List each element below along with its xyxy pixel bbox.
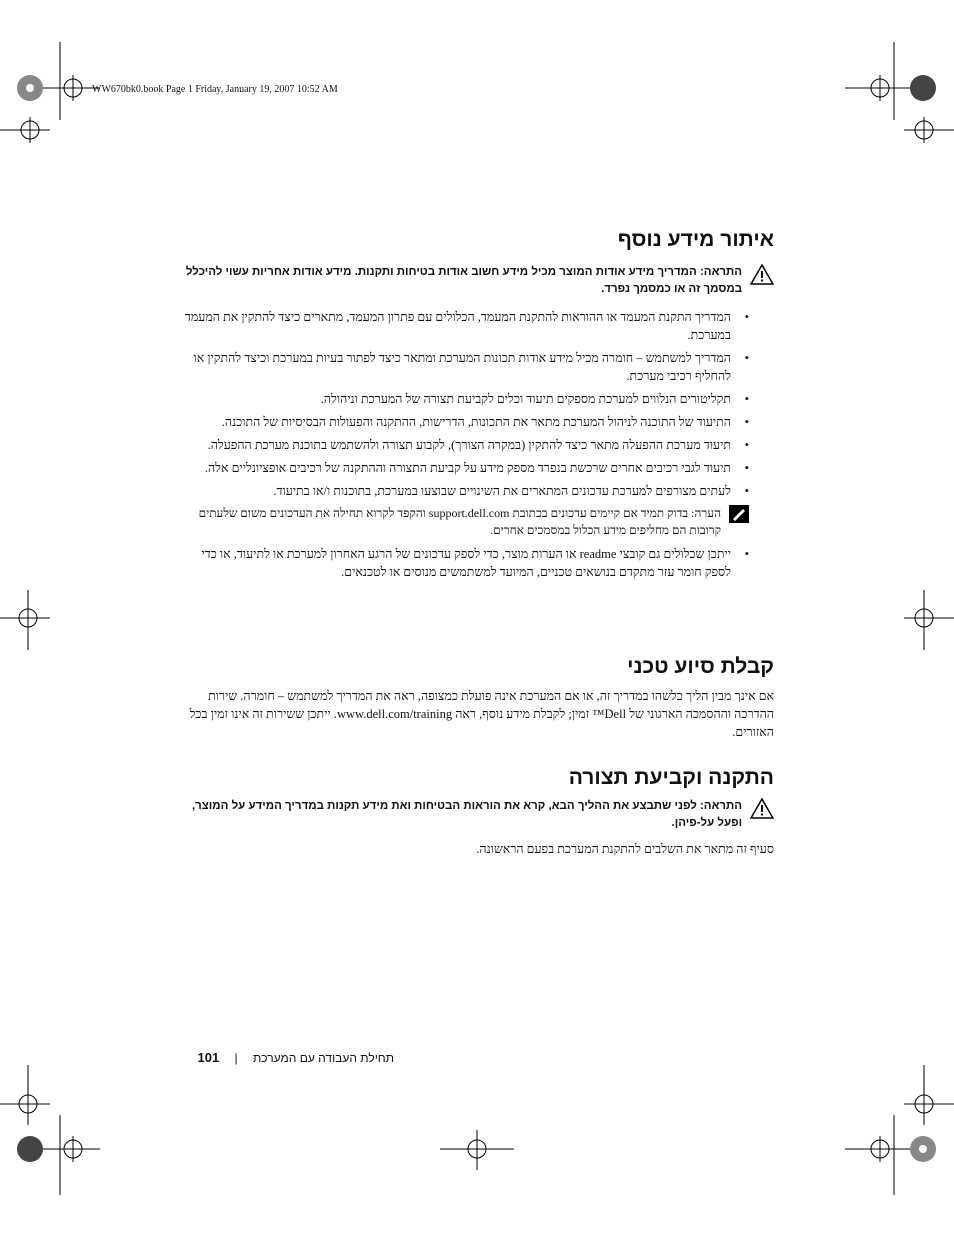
- print-header-line: WW670bk0.book Page 1 Friday, January 19, 2007 10:52 AM: [92, 84, 338, 95]
- page-footer: [198, 1050, 395, 1065]
- footer-label: תחילת העבודה עם המערכת: [253, 1051, 394, 1065]
- warning-text: התראה: המדריך מידע אודות המוצר מכיל מידע חשוב אודות בטיחות ותקנות. מידע אודות אחריות עשוי להיכלל במסמך זה או כמסמך נפרד.: [185, 266, 743, 295]
- list-item: • תקליטורים הנלווים למערכת מספקים תיעוד וכלים לקביעת תצורה של המערכת וניהולה.: [320, 392, 749, 406]
- footer-separator: |: [234, 1051, 238, 1065]
- section-title: התקנה וקביעת תצורה: [568, 766, 774, 789]
- list-item: • ייתכן שכלולים גם קובצי readme או הערות מוצר, כדי לספק עדכונים של הרגע האחרון למערכת או לתיעוד, או כדי לספק חומר עזר מתקדם בנושאים טכניים, המיועד למשתמשים מנוסים או לטכנאים.: [201, 547, 749, 579]
- list-item: • תיעוד לגבי רכיבים אחרים שרכשת בנפרד מספק מידע על קביעת התצורה וההתקנה של רכיבים אופציונליים אלה.: [204, 461, 749, 475]
- note-pencil-icon: [729, 505, 749, 523]
- warning-icon: [750, 798, 774, 819]
- note-text: הערה: בדוק תמיד אם קיימים עדכונים בכתובת support.dell.com והקפד לקרוא תחילה את העדכונים משום שלעתים קרובות הם מחליפים מידע הכלול במסמכים אחרים.: [198, 506, 721, 537]
- info-list: [184, 308, 749, 500]
- list-item: • המדריך למשתמש – חומרה מכיל מידע אודות תכונות המערכת ומתאר כיצד לפתור בעיות במערכת וכיצד להתקין או להחליף רכיבי מערכת.: [193, 351, 749, 383]
- section-tech-support: [184, 655, 774, 679]
- info-list-last: [184, 545, 749, 581]
- warning-block: [184, 264, 774, 298]
- section-install: [184, 766, 774, 790]
- note-block: [184, 505, 749, 539]
- list-item: • המדריך התקנת המעמד או ההוראות להתקנת המעמד, הכלולים עם פתרון המעמד, מתארים כיצד להתקין את המעמד במערכת.: [184, 310, 749, 342]
- warning-icon: [750, 264, 774, 285]
- install-paragraph: סעיף זה מתאר את השלבים להתקנת המערכת בפעם הראשונה.: [476, 842, 774, 856]
- section-title: איתור מידע נוסף: [617, 228, 774, 251]
- list-item: • תיעוד מערכת ההפעלה מתאר כיצד להתקין (במקרה הצורך), לקבוע תצורה ולהשתמש בתוכנת מערכת ההפעלה.: [207, 438, 749, 452]
- support-paragraph: אם אינך מבין הליך כלשהו במדריך זה, או אם המערכת אינה פועלת כמצופה, ראה את המדריך למשתמש – חומרה. שירות ההדרכה וההסמכה הארגוני של Dell™ זמין; לקבלת מידע נוסף, ראה www.dell.com/training. ייתכן ששירות זה אינו זמין בכל האזורים.: [189, 689, 774, 739]
- section-additional-info: [184, 228, 774, 252]
- warning-block: [184, 798, 774, 832]
- info-list-container: [184, 308, 749, 586]
- warning-text: התראה: לפני שתבצע את ההליך הבא, קרא את הוראות הבטיחות ואת מידע תקנות במדריך המידע על המוצר, ופעל על-פיהן.: [191, 800, 743, 829]
- list-item: • התיעוד של התוכנה לניהול המערכת מתאר את התכונות, הדרישות, ההתקנה והפעולות הבסיסיות של התוכנה.: [221, 415, 749, 429]
- section-title: קבלת סיוע טכני: [627, 655, 774, 678]
- list-item: • לעתים מצורפים למערכת עדכונים המתארים את השינויים שבוצעו במערכת, בתוכנות ו/או בתיעוד.: [273, 484, 749, 498]
- page-number: 101: [197, 1050, 220, 1065]
